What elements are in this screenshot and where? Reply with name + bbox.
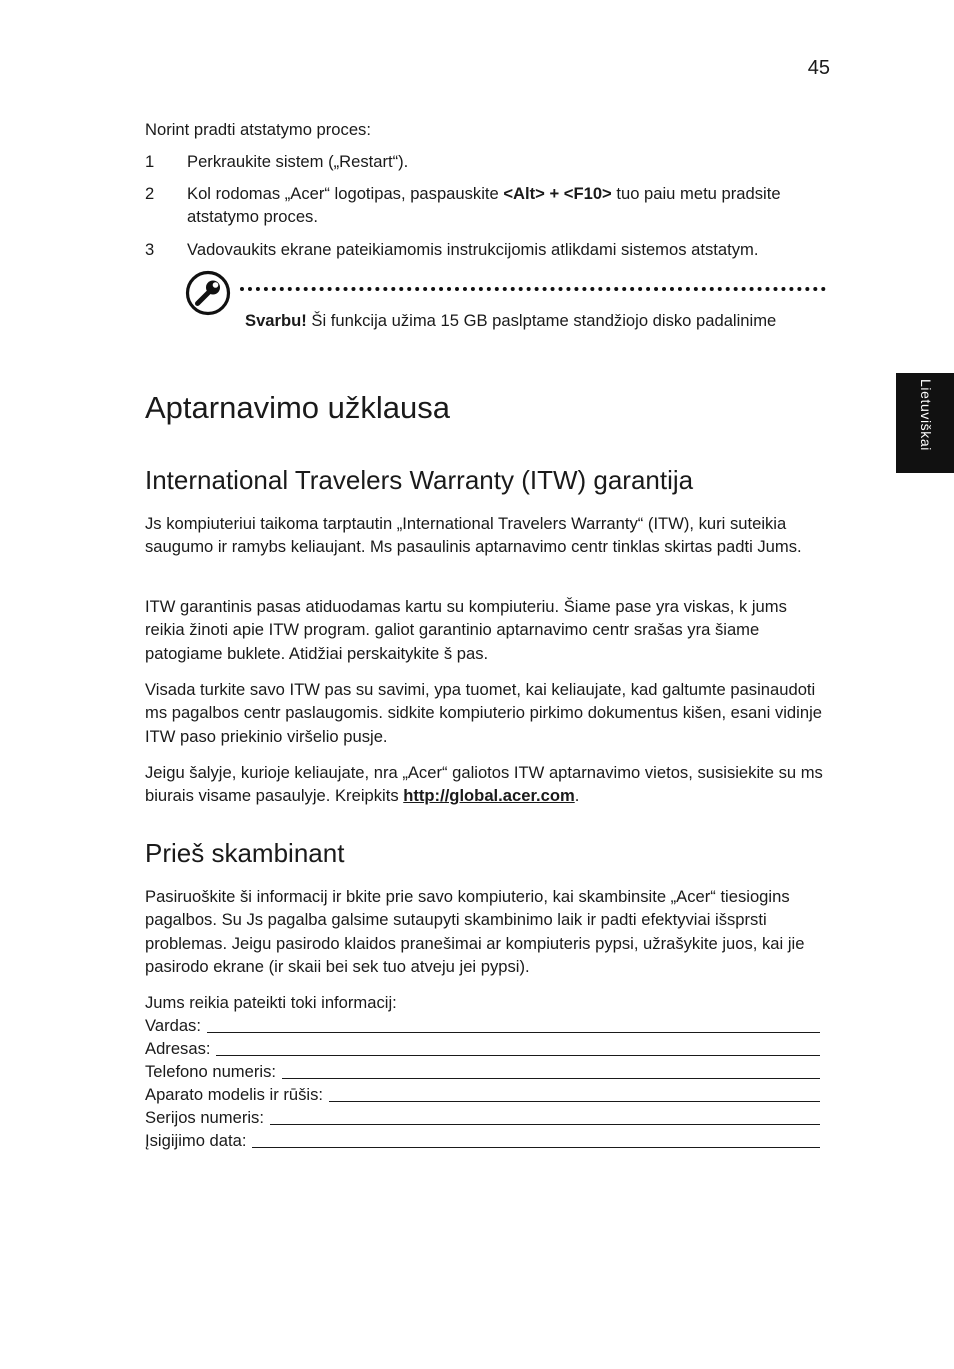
- field-label: Įsigijimo data:: [145, 1131, 247, 1150]
- step-text: Vadovaukits ekrane pateikiamomis instrukcijomis atlikdami sistemos atstatym.: [187, 240, 759, 259]
- step-number: 1: [145, 152, 155, 171]
- heading-main: Aptarnavimo užklausa: [145, 390, 450, 425]
- form-field-address[interactable]: [145, 1037, 820, 1060]
- field-label: Vardas:: [145, 1016, 201, 1035]
- step-text: Perkraukite sistem („Restart“).: [187, 152, 409, 171]
- form-field-model[interactable]: [145, 1083, 820, 1106]
- key-combination: <Alt> + <F10>: [503, 184, 612, 203]
- field-label: Adresas:: [145, 1039, 211, 1058]
- paragraph: Pasiruoškite ši informacij ir bkite prie savo kompiuterio, kai skambinsite „Acer“ tiesiogins pagalbos. Su Js pagalba galsime sutaupyti skambinimo laik ir padti efektyviai išsprsti problemas. Jeigu pasirodo klaidos pranešimai ar kompiuteris pypsi, užrašykite juos, kai jie pasirodo ekrane (ir skaii bei sek tuo atveju jei pypsi).: [145, 887, 805, 976]
- field-blank-line[interactable]: [329, 1101, 820, 1102]
- paragraph: Js kompiuteriui taikoma tarptautin „International Travelers Warranty“ (ITW), kuri suteikia saugumo ir ramybs keliaujant. Ms pasaulinis aptarnavimo centr tinklas skirtas padti Jums.: [145, 514, 802, 557]
- heading-itw: International Travelers Warranty (ITW) garantija: [145, 465, 694, 495]
- paragraph: Jeigu šalyje, kurioje keliaujate, nra „Acer“ galiotos ITW aptarnavimo vietos, susisiekite su ms biurais visame pasaulyje. Kreipkits http://global.acer.com.: [145, 763, 823, 806]
- form-field-name[interactable]: [145, 1014, 820, 1037]
- field-label: Telefono numeris:: [145, 1062, 276, 1081]
- acer-global-link[interactable]: http://global.acer.com: [403, 786, 575, 806]
- form-field-serial[interactable]: [145, 1106, 820, 1129]
- step-number: 3: [145, 240, 155, 259]
- paragraph: Visada turkite savo ITW pas su savimi, ypa tuomet, kai keliaujate, kad galtumte pasinaudoti ms pagalbos centr paslaugomis. sidkite kompiuterio pirkimo dokumentus kišen, esani vidinje ITW paso priekinio viršelio pusje.: [145, 680, 822, 746]
- language-side-tab: [896, 373, 954, 473]
- note-text: Svarbu! Ši funkcija užima 15 GB paslptame standžiojo disko padalinime: [245, 311, 777, 330]
- field-label: Aparato modelis ir rūšis:: [145, 1085, 323, 1104]
- note-label: Svarbu!: [245, 311, 307, 330]
- form-field-phone[interactable]: [145, 1060, 820, 1083]
- note-divider: [240, 287, 826, 291]
- step-text: Kol rodomas „Acer“ logotipas, paspauskite <Alt> + <F10> tuo paiu metu pradsite atstatymo proces.: [187, 184, 781, 227]
- field-blank-line[interactable]: [207, 1032, 820, 1033]
- language-side-tab-label: Lietuviškai: [918, 379, 934, 451]
- field-blank-line[interactable]: [270, 1124, 820, 1125]
- wrench-icon: [185, 270, 231, 316]
- intro-text: Norint pradti atstatymo proces:: [145, 120, 371, 139]
- paragraph: ITW garantinis pasas atiduodamas kartu su kompiuteriu. Šiame pase yra viskas, k jums reikia žinoti apie ITW program. galiot garantinio aptarnavimo centr srašas yra šiame patogiame buklete. Atidžiai perskaitykite š pas.: [145, 597, 787, 663]
- field-blank-line[interactable]: [282, 1078, 820, 1079]
- form-field-purchase-date[interactable]: [145, 1129, 820, 1152]
- step-number: 2: [145, 184, 155, 203]
- field-blank-line[interactable]: [252, 1147, 820, 1148]
- heading-before-call: Prieš skambinant: [145, 838, 345, 868]
- field-label: Serijos numeris:: [145, 1108, 264, 1127]
- field-blank-line[interactable]: [216, 1055, 820, 1056]
- page-number: 45: [807, 57, 830, 79]
- fields-intro: Jums reikia pateikti toki informacij:: [145, 993, 397, 1012]
